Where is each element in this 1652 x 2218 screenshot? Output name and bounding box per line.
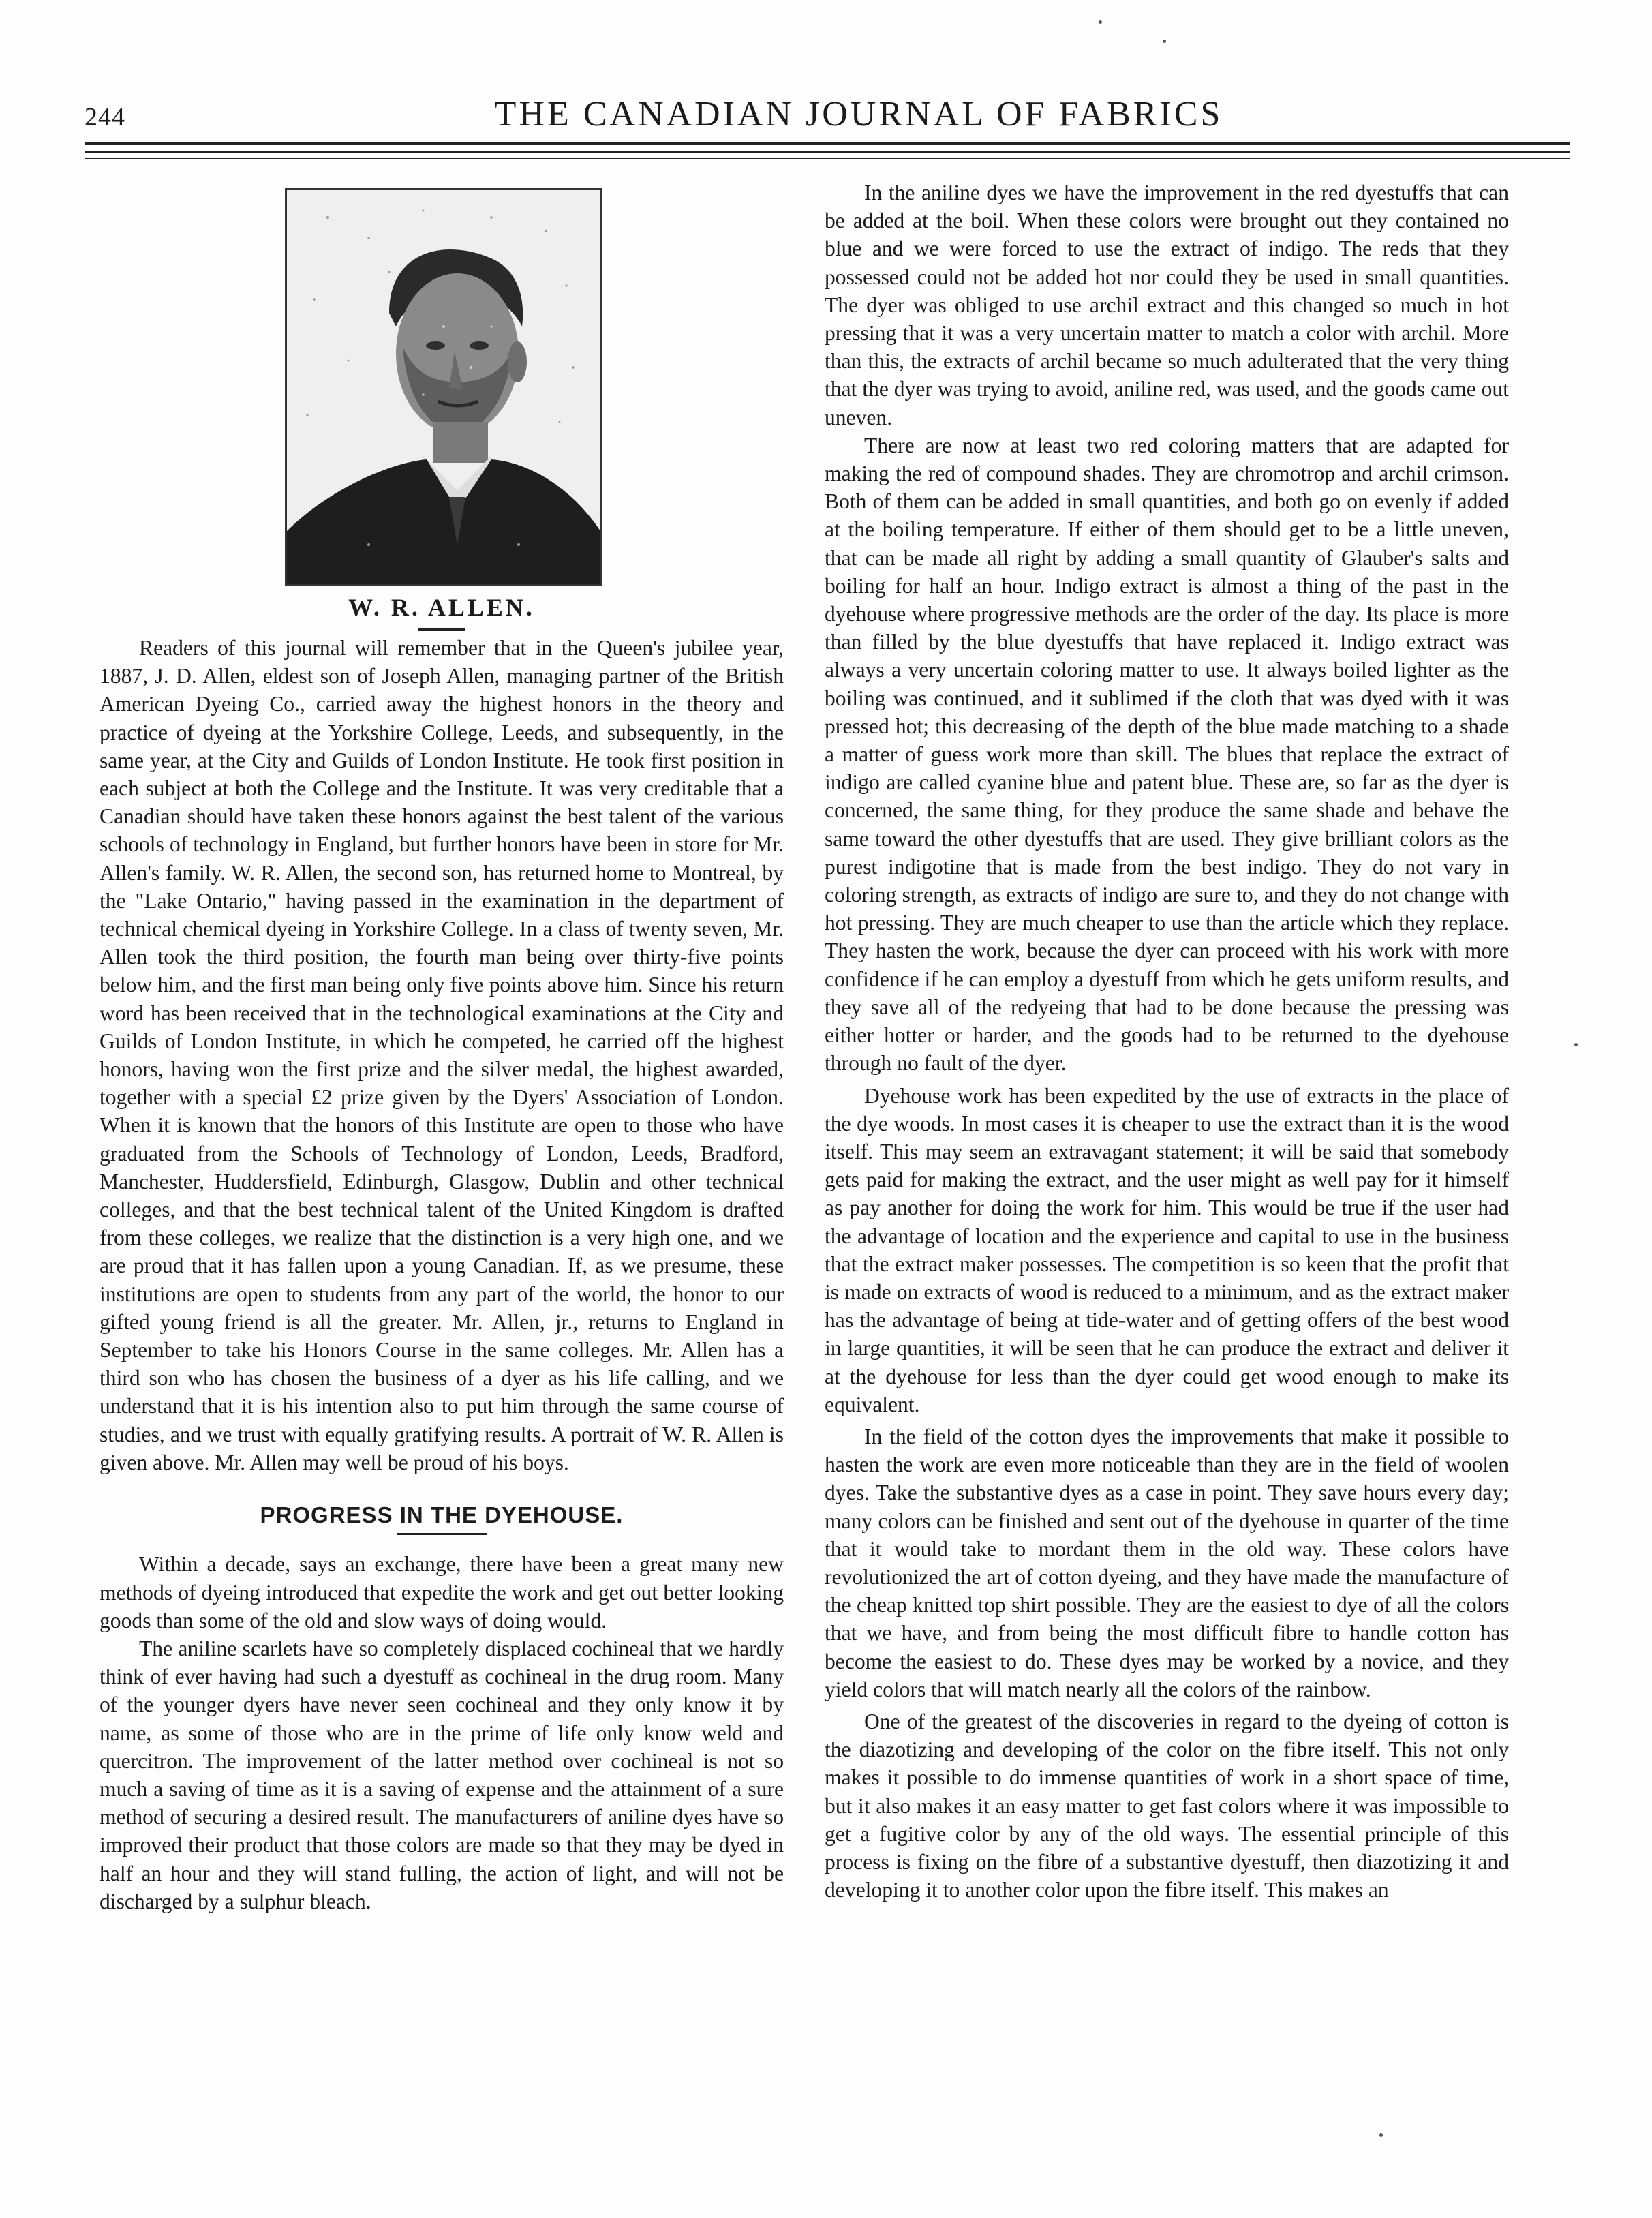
portrait-photo [285, 188, 602, 586]
header-rule [85, 158, 1570, 159]
portrait-caption: W. R. ALLEN. [348, 594, 535, 621]
header-rule [85, 151, 1570, 153]
portrait-image [287, 190, 600, 584]
dyehouse-paragraph: Within a decade, says an exchange, there have been a great many new methods of dyeing introduced that expedite the work and get out better looking goods than some of the old and slow ways of doing would. [100, 1552, 784, 1632]
scan-speck [1163, 40, 1166, 43]
allen-article-paragraph: Readers of this journal will remember that in the Queen's jubilee year, 1887, J. D. Allen, eldest son of Joseph Allen, managing partner of the British American Dyeing Co., carried away the highest honors in the theory and practice of dyeing at the Yorkshire College, Leeds, and subsequently, in the same year, at the City and Guilds of London Institute. He took first position in each subject at both the College and the Institute. It was very creditable that a Canadian should have taken these honors against the best talent of the various schools of technology in England, but further honors have been in store for Mr. Allen's family. W. R. Allen, the second son, has returned home to Montreal, by the "Lake Ontario," having passed in the examination in the department of technical chemical dyeing in Yorkshire College. In a class of twenty seven, Mr. Allen took the third position, the fourth man being over thirty-five points below him, and the first man being only five points above him. Since his return word has been received that in the technological examinations at the City and Guilds of London Institute, in which he competed, he carried off the highest honors, having won the first prize and the silver medal, the highest awarded, together with a special £2 prize given by the Dyers' Association of London. When it is known that the honors of this Institute are open to those who have graduated from the Schools of Technology of London, Leeds, Bradford, Manchester, Huddersfield, Edinburgh, Glasgow, Dublin and other technical colleges, and that the best technical talent of the United Kingdom is drafted from these colleges, we realize that the distinction is a very high one, and we are proud that it has fallen upon a young Canadian. If, as we presume, these institutions are open to students from any part of the world, the honor to our gifted young friend is all the greater. Mr. Allen, jr., returns to England in September to take his Honors Course in the same colleges. Mr. Allen has a third son who has chosen the business of a dyer as his life calling, and we understand that it is his intention also to put him through the same course of studies, and we trust with equally gratifying results. A portrait of W. R. Allen is given above. Mr. Allen may well be proud of his boys. [100, 636, 784, 1474]
scan-speck [1379, 2133, 1383, 2137]
dyehouse-paragraph: Dyehouse work has been expedited by the use of extracts in the place of the dye woods. In most cases it is cheaper to use the extract than it is the wood itself. This may seem an extravagant statement; it will be said that somebody gets paid for making the extract, and the user might as well pay for it himself as pay another for doing the work for him. This would be true if the user had the advantage of location and the experience and capital to use in the business that the extract maker possesses. The competition is so keen that the profit that is made on extracts of wood is reduced to a minimum, and as the extract maker has the advantage of being at tide-water and of getting offers of the best wood in large quantities, it will be seen that he can produce the extract and deliver it at the dyehouse for less than the dyer could get wood enough to make its equivalent. [825, 1083, 1509, 1416]
page-number: 244 [85, 103, 125, 132]
dyehouse-paragraph: One of the greatest of the discoveries in regard to the dyeing of cotton is the diazotizing and developing of the color on the fibre itself. This not only makes it possible to do immense quantities of work in a short space of time, but it also makes it an easy matter to get fast colors where it was impossible to get a fugitive color by any of the old ways. The essential principle of this process is fixing on the fibre of a substantive dyestuff, then diazotizing it and developing it to another color upon the fibre itself. This makes an [825, 1709, 1509, 1902]
section-heading: PROGRESS IN THE DYEHOUSE. [260, 1502, 624, 1528]
header-rule [85, 142, 1570, 145]
caption-rule [418, 628, 465, 631]
journal-title: THE CANADIAN JOURNAL OF FABRICS [494, 95, 1223, 134]
heading-rule [397, 1533, 487, 1535]
dyehouse-paragraph: The aniline scarlets have so completely displaced cochineal that we hardly think of ever having had such a dyestuff as cochineal in the drug room. Many of the younger dyers have never seen cochineal and they only know it by name, as some of those who are in the prime of life only know weld and quercitron. The improvement of the latter method over cochineal is not so much a saving of time as it is a saving of expense and the attainment of a sure method of securing a desired result. The manufacturers of aniline dyes have so improved their product that those colors are made so that they may be dyed in half an hour and they will stand fulling, the action of light, and will not be discharged by a sulphur bleach. [100, 1636, 784, 1913]
dyehouse-paragraph: In the field of the cotton dyes the improvements that make it possible to hasten the work are even more noticeable than they are in the field of woolen dyes. Take the substantive dyes as a case in point. They save hours every day; many colors can be finished and sent out of the dyehouse in quarter of the time that it would take to mordant them in the old way. These colors have revolutionized the art of cotton dyeing, and they have made the manufacture of the cheap knitted top shirt possible. They are the easiest to dye of all the colors that we have, and from being the most difficult fibre to handle cotton has become the easiest to do. These dyes may be worked by a novice, and they yield colors that will match nearly all the colors of the rainbow. [825, 1424, 1509, 1701]
right-column [825, 179, 1509, 1904]
dyehouse-paragraph: In the aniline dyes we have the improvement in the red dyestuffs that can be added at the boil. When these colors were brought out they contained no blue and we were forced to use the extract of indigo. The reds that they possessed could not be added hot nor could they be used in small quantities. The dyer was obliged to use archil extract and this changed so much in hot pressing that it was a very uncertain matter to match a color with archil. More than this, the extracts of archil became so much adulterated that the very thing that the dyer was trying to avoid, aniline red, was used, and the goods came out uneven. [825, 181, 1509, 429]
dyehouse-paragraph: There are now at least two red coloring matters that are adapted for making the red of compound shades. They are chromotrop and archil crimson. Both of them can be added in small quantities, and both go on evenly if added at the boiling temperature. If either of them should get to be a little uneven, that can be made all right by adding a small quantity of Glauber's salts and boiling for half an hour. Indigo extract is almost a thing of the past in the dyehouse where progressive methods are the order of the day. Its place is more than filled by the blue dyestuffs that have replaced it. Indigo extract was always a very uncertain coloring matter to use. It always boiled lighter as the boiling was continued, and it sublimed if the cloth that was dyed with it was pressed hot; this decreasing of the depth of the blue made matching to a shade a matter of guess work more than skill. The blues that replace the extract of indigo are called cyanine blue and patent blue. These are, so far as the dyer is concerned, the same thing, for they produce the same shade and behave the same toward the other dyestuffs that are used. They give brilliant colors as the purest indigotine that is made from the best indigo. They do not vary in coloring strength, as extracts of indigo are sure to, and they do not change with hot pressing. They are much cheaper to use than the article which they replace. They hasten the work, because the dyer can proceed with his work with more confidence if he can employ a dyestuff from which he gets uniform results, and they save all of the redyeing that had to be done because the pressing was either hotter or harder, and the goods had to be returned to the dyehouse through no fault of the dyer. [825, 433, 1509, 1076]
scan-speck [1099, 20, 1102, 24]
left-column [100, 634, 784, 1915]
scan-speck [1574, 1043, 1578, 1046]
